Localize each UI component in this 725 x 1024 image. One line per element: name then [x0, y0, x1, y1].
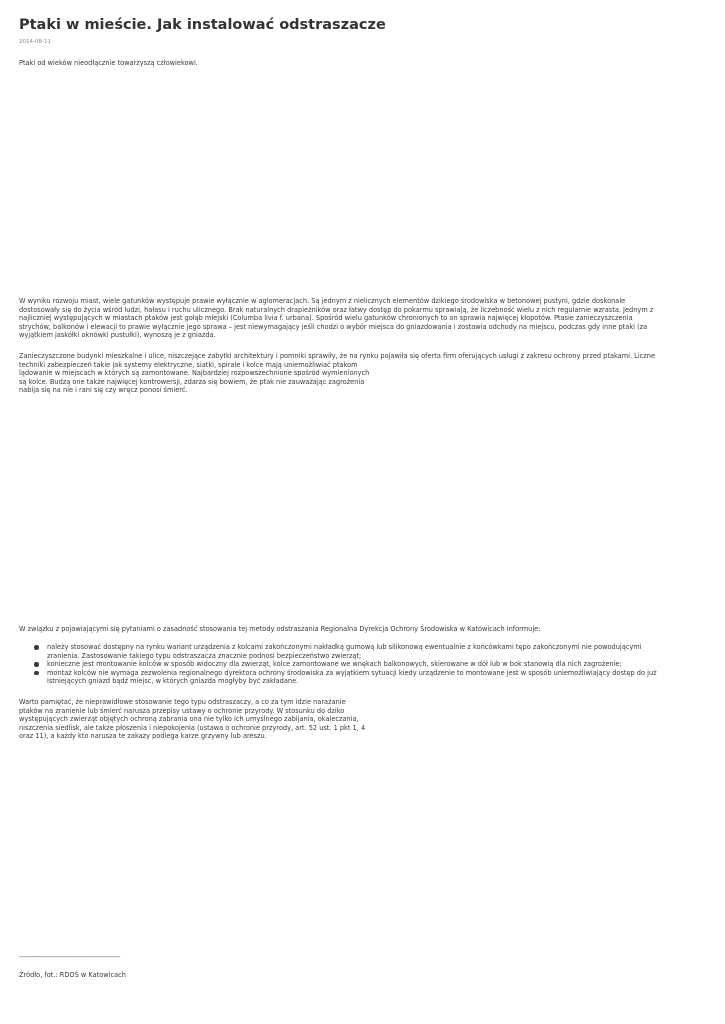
article-paragraph: Warto pamiętać, że nieprawidłowe stosowanie tego typu odstraszaczy, a co za tym idzie narażanie ptaków na zranienie lub śmierć narusza przepisy ustawy o ochronie przyrody. W stosunku do dziko występujących zwierząt objętych ochroną zabrania ona nie tylko ich umyślnego zabijania, okaleczania, niszczenia siedlisk, ale także płoszenia i niepokojenia (ustawa o ochronie przyrody, art. 52 ust. 1 pkt 1, 4 oraz 11), a każdy kto narusza te zakazy podlega karze grzywny lub areszu.	[19, 698, 366, 741]
article-date: 2014-08-11	[19, 39, 51, 45]
list-item	[47, 660, 707, 669]
list-item	[47, 643, 707, 660]
article-paragraph: W wyniku rozwoju miast, wiele gatunków występuje prawie wyłącznie w aglomeracjach. Są jednym z nielicznych elementów dzikiego środowiska w betonowej pustyni, gdzie doskonale dostosowały się do życia wśród ludzi, hałasu i ruchu ulicznego. Brak naturalnych drapieżników oraz łatwy dostęp do pokarmu sprawiają, że liczebność wielu z nich regularnie wzrasta. Jednym z najliczniej występujących w miastach ptaków jest gołąb miejski (Columba livia f. urbana). Spośród wielu gatunków chronionych to on sprawia najwięcej kłopotów. Ptasie zanieczyszczenia strychów, balkonów i elewacji to prawie wyłącznie jego sprawa – jest niewymagający jeśli chodzi o wybór miejsca do gniazdowania i zostawia odchody na miejscu, podczas gdy inne ptaki (za wyjątkiem jaskółki oknówki pustułki), wynoszą je z gniazda.	[19, 297, 654, 340]
separator-line: ---------------------------------------------------	[19, 953, 120, 961]
recommendations-list	[19, 643, 707, 686]
list-item-text: montaż kolców nie wymaga zezwolenia regionalnego dyrektora ochrony środowiska za wyjątkiem sytuacji kiedy urządzenie to montowane jest w sposób uniemożliwiający dostęp do już istniejących gniazd bądź miejsc, w których gniazda mogłyby być zakładane.	[47, 668, 657, 686]
article-paragraph: W związku z pojawiającymi się pytaniami o zasadność stosowania tej metody odstraszania Regionalna Dyrekcja Ochrony Środowiska w Katowicach informuje:	[19, 625, 541, 633]
bullet-icon	[34, 662, 39, 667]
article-title: Ptaki w mieście. Jak instalować odstraszacze	[19, 17, 386, 33]
list-item	[47, 669, 707, 686]
article-paragraph: Zanieczyszczone budynki mieszkalne i ulice, niszczejące zabytki architektury i pomniki sprawiły, że na rynku pojawiła się oferta firm oferujących usługi z zakresu ochrony przed ptakami. Liczne	[19, 352, 655, 360]
article-paragraph: techniki zabezpieczeń takie jak systemy elektryczne, siatki, spirale i kolce mają uniemożliwiać ptakom lądowanie w miejscach w których są zamontowane. Najbardziej rozpowszechnione spośród wymienionych są kolce. Budzą one także najwięcej kontrowersji, zdarza się bowiem, że ptak nie zauważając zagrożenia nabija się na nie i rani się czy wręcz ponosi śmierć.	[19, 360, 370, 395]
bullet-icon	[34, 671, 39, 676]
list-item-text: konieczne jest montowanie kolców w sposób widoczny dla zwierząt, kolce zamontowane we wnękach balkonowych, skierowane w dół lub w bok stanowią dla nich zagrożenie;	[47, 660, 622, 669]
article-intro: Ptaki od wieków nieodłącznie towarzyszą człowiekowi.	[19, 59, 198, 67]
list-item-text: należy stosować dostępny na rynku wariant urządzenia z kolcami zakończonymi nakładką gumową lub silikonową ewentualnie z końcówkami tępo zakończonymi nie powodującymi zranienia. Zastosowanie takiego typu odstraszacza znacznie podnosi bezpieczeństwo zwierząt;	[47, 643, 642, 660]
source-credit: Źródło, fot.: RDOŚ w Katowicach	[19, 971, 126, 979]
bullet-icon	[34, 645, 39, 650]
